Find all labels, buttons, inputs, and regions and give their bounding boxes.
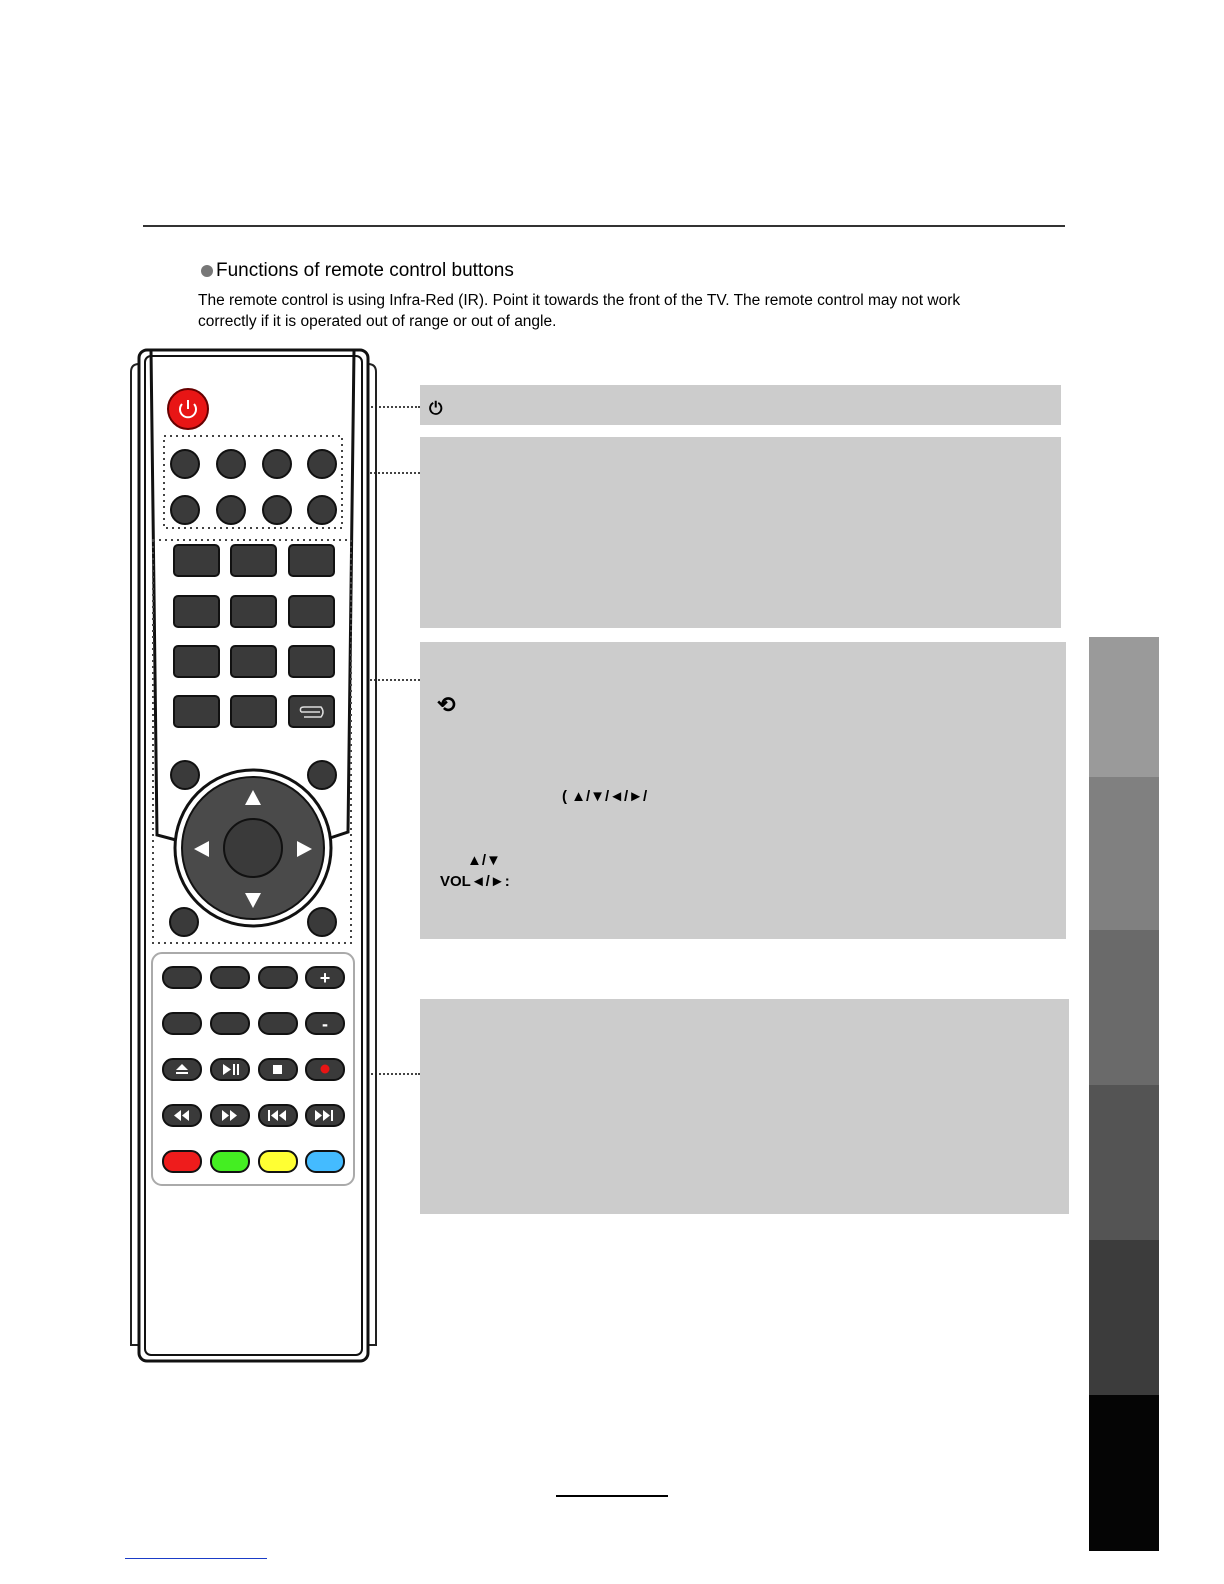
nav-arrows-label: ( ▲/▼/◄/►/ xyxy=(562,788,648,805)
channel-arrows-label: ▲/▼ xyxy=(467,852,501,869)
volume-down-label: - xyxy=(322,1014,328,1034)
power-icon: ⏻ xyxy=(429,399,443,418)
return-icon: ⟲ xyxy=(437,692,456,717)
yellow-key xyxy=(259,1151,297,1172)
red-key xyxy=(163,1151,201,1172)
power-button[interactable] xyxy=(168,389,208,429)
heading-text: Functions of remote control buttons xyxy=(216,260,514,281)
navigation-pad[interactable] xyxy=(175,770,331,926)
blue-key xyxy=(306,1151,344,1172)
ok-button xyxy=(224,819,282,877)
stop-icon xyxy=(273,1065,282,1074)
volume-up-label: + xyxy=(319,968,331,988)
record-icon xyxy=(321,1065,330,1074)
green-key xyxy=(211,1151,249,1172)
volume-label: VOL◄/►: xyxy=(440,873,510,890)
previous-icon xyxy=(268,1110,270,1121)
intro-paragraph: The remote control is using Infra-Red (IR). Point it towards the front of the TV. The remote control may not work correctly if it is operated out of range or out of angle. xyxy=(198,292,961,330)
